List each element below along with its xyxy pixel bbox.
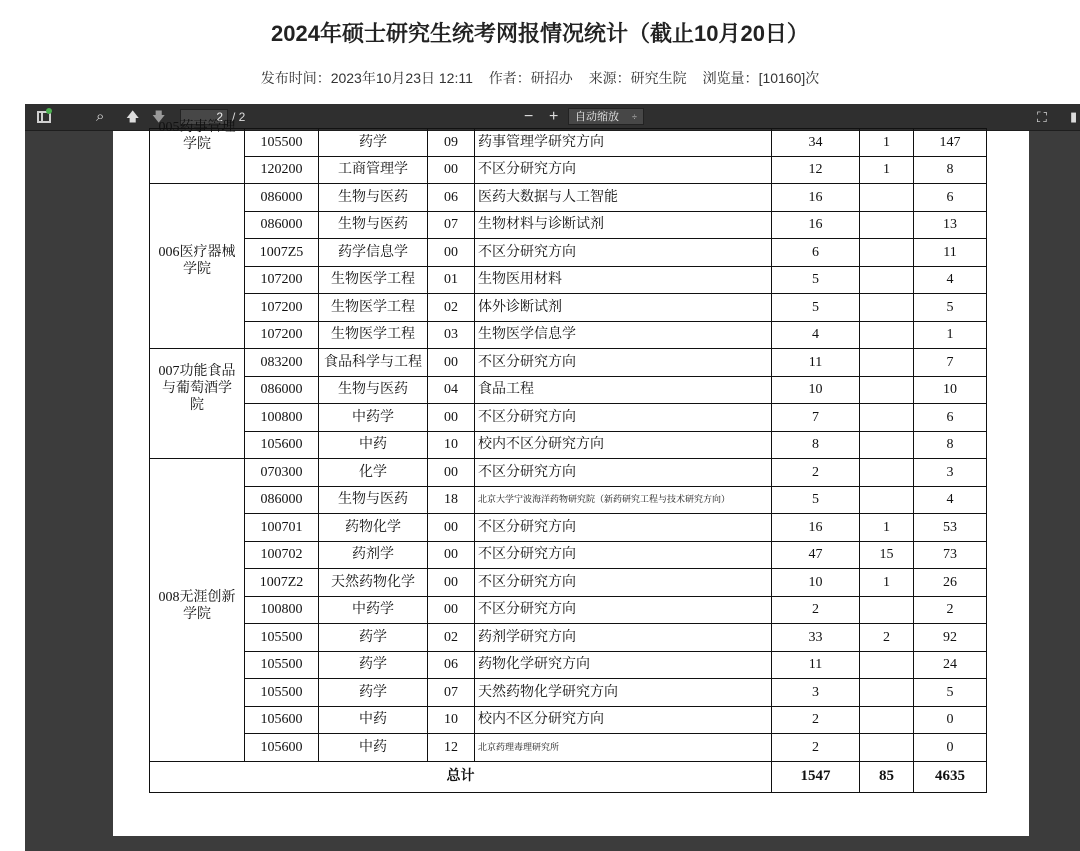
direction-name: 药物化学研究方向 [475, 651, 772, 679]
count-c: 147 [914, 129, 987, 157]
direction-code: 06 [428, 651, 475, 679]
table-row [150, 156, 987, 184]
direction-code: 00 [428, 459, 475, 487]
major-code: 086000 [245, 211, 319, 239]
college-name-line: 008无涯创新 [158, 590, 236, 605]
college-cell [150, 349, 245, 459]
table-row [150, 706, 987, 734]
table-row [150, 129, 987, 157]
count-c: 2 [914, 596, 987, 624]
major-name: 天然药物化学 [319, 569, 428, 597]
college-name-line: 与葡萄酒学 [162, 381, 232, 396]
source: 来源：研究生院 [588, 70, 687, 86]
direction-code: 00 [428, 239, 475, 267]
count-c: 13 [914, 211, 987, 239]
pdf-viewer [25, 104, 1080, 851]
major-name: 生物与医药 [319, 211, 428, 239]
count-b [860, 349, 914, 377]
table-row [150, 321, 987, 349]
major-name: 生物与医药 [319, 376, 428, 404]
count-a: 11 [772, 651, 860, 679]
major-name: 生物与医药 [319, 486, 428, 514]
major-code: 105600 [245, 706, 319, 734]
count-b [860, 679, 914, 707]
count-a: 11 [772, 349, 860, 377]
count-b: 1 [860, 569, 914, 597]
major-name: 生物医学工程 [319, 321, 428, 349]
direction-name: 药事管理学研究方向 [475, 129, 772, 157]
college-name-line: 005药事管理 [158, 120, 236, 135]
table-row [150, 349, 987, 377]
direction-name: 不区分研究方向 [475, 156, 772, 184]
major-name: 食品科学与工程 [319, 349, 428, 377]
count-a: 2 [772, 734, 860, 762]
count-a: 16 [772, 514, 860, 542]
major-code: 107200 [245, 266, 319, 294]
college-name-line: 院 [190, 398, 204, 413]
page-title: 2024年硕士研究生统考网报情况统计（截止10月20日） [271, 21, 809, 46]
direction-code: 00 [428, 569, 475, 597]
view-count: 浏览量：[10160]次 [702, 70, 820, 86]
count-c: 73 [914, 541, 987, 569]
table-row [150, 431, 987, 459]
direction-name: 生物材料与诊断试剂 [475, 211, 772, 239]
total-a: 1547 [772, 761, 860, 792]
table-row [150, 679, 987, 707]
count-c: 4 [914, 266, 987, 294]
direction-name: 体外诊断试剂 [475, 294, 772, 322]
major-name: 药学 [319, 129, 428, 157]
table-row [150, 211, 987, 239]
direction-name: 校内不区分研究方向 [475, 706, 772, 734]
count-c: 4 [914, 486, 987, 514]
major-code: 105500 [245, 129, 319, 157]
major-name: 中药 [319, 431, 428, 459]
direction-name: 北京药理毒理研究所 [475, 734, 772, 762]
count-a: 16 [772, 211, 860, 239]
pdf-page [113, 120, 1029, 836]
major-code: 070300 [245, 459, 319, 487]
direction-name: 医药大数据与人工智能 [475, 184, 772, 212]
major-code: 107200 [245, 321, 319, 349]
major-name: 中药学 [319, 404, 428, 432]
count-b: 2 [860, 624, 914, 652]
major-name: 中药 [319, 734, 428, 762]
major-name: 中药 [319, 706, 428, 734]
major-code: 086000 [245, 184, 319, 212]
search-icon[interactable]: ⌕ [96, 108, 105, 125]
college-name-line: 学院 [183, 137, 211, 152]
count-c: 8 [914, 431, 987, 459]
direction-name: 不区分研究方向 [475, 349, 772, 377]
major-name: 生物医学工程 [319, 294, 428, 322]
count-b [860, 431, 914, 459]
count-b [860, 706, 914, 734]
total-row [150, 761, 987, 792]
table-row [150, 486, 987, 514]
table-row [150, 294, 987, 322]
count-c: 53 [914, 514, 987, 542]
direction-name: 不区分研究方向 [475, 459, 772, 487]
count-c: 92 [914, 624, 987, 652]
major-code: 100701 [245, 514, 319, 542]
major-name: 工商管理学 [319, 156, 428, 184]
direction-code: 09 [428, 129, 475, 157]
direction-name: 生物医学信息学 [475, 321, 772, 349]
count-c: 26 [914, 569, 987, 597]
total-b: 85 [860, 761, 914, 792]
count-a: 10 [772, 569, 860, 597]
major-name: 药学信息学 [319, 239, 428, 267]
total-label: 总计 [150, 761, 772, 792]
direction-name: 不区分研究方向 [475, 514, 772, 542]
major-code: 086000 [245, 486, 319, 514]
direction-code: 02 [428, 294, 475, 322]
college-name-line: 007功能食品 [158, 364, 236, 379]
major-code: 105600 [245, 734, 319, 762]
direction-code: 18 [428, 486, 475, 514]
table-row [150, 514, 987, 542]
college-cell [150, 184, 245, 349]
major-name: 药学 [319, 679, 428, 707]
viewer-background [1029, 131, 1080, 836]
major-code: 105500 [245, 679, 319, 707]
count-b [860, 239, 914, 267]
count-a: 4 [772, 321, 860, 349]
total-c: 4635 [914, 761, 987, 792]
fullscreen-icon[interactable]: ⛶ [1037, 109, 1047, 125]
direction-code: 07 [428, 211, 475, 239]
zoom-value: 自动缩放 [575, 111, 619, 123]
notification-dot [46, 108, 52, 114]
count-c: 24 [914, 651, 987, 679]
direction-code: 00 [428, 349, 475, 377]
direction-code: 00 [428, 596, 475, 624]
count-a: 2 [772, 596, 860, 624]
college-name-line: 006医疗器械 [158, 245, 236, 260]
count-c: 5 [914, 679, 987, 707]
count-c: 6 [914, 404, 987, 432]
count-a: 5 [772, 266, 860, 294]
count-a: 7 [772, 404, 860, 432]
count-a: 2 [772, 706, 860, 734]
count-a: 3 [772, 679, 860, 707]
direction-code: 00 [428, 514, 475, 542]
major-code: 100702 [245, 541, 319, 569]
direction-name: 不区分研究方向 [475, 239, 772, 267]
major-code: 1007Z2 [245, 569, 319, 597]
direction-code: 12 [428, 734, 475, 762]
count-b [860, 459, 914, 487]
major-name: 药学 [319, 624, 428, 652]
direction-name: 不区分研究方向 [475, 541, 772, 569]
zoom-in-button[interactable]: + [549, 108, 559, 125]
count-a: 2 [772, 459, 860, 487]
direction-code: 06 [428, 184, 475, 212]
count-a: 33 [772, 624, 860, 652]
count-b [860, 266, 914, 294]
table-row [150, 624, 987, 652]
count-b: 15 [860, 541, 914, 569]
count-c: 0 [914, 706, 987, 734]
count-a: 10 [772, 376, 860, 404]
direction-name: 北京大学宁波海洋药物研究院（新药研究工程与技术研究方向） [475, 486, 772, 514]
major-code: 100800 [245, 596, 319, 624]
direction-code: 10 [428, 431, 475, 459]
major-name: 药物化学 [319, 514, 428, 542]
direction-name: 天然药物化学研究方向 [475, 679, 772, 707]
direction-name: 不区分研究方向 [475, 404, 772, 432]
direction-name: 不区分研究方向 [475, 569, 772, 597]
count-b: 1 [860, 129, 914, 157]
count-a: 47 [772, 541, 860, 569]
count-c: 10 [914, 376, 987, 404]
direction-code: 03 [428, 321, 475, 349]
major-code: 086000 [245, 376, 319, 404]
table-row [150, 734, 987, 762]
count-c: 1 [914, 321, 987, 349]
count-b [860, 486, 914, 514]
direction-code: 00 [428, 404, 475, 432]
count-b [860, 184, 914, 212]
direction-code: 00 [428, 541, 475, 569]
direction-name: 生物医用材料 [475, 266, 772, 294]
table-row [150, 404, 987, 432]
table-row [150, 266, 987, 294]
count-c: 11 [914, 239, 987, 267]
count-b [860, 651, 914, 679]
count-a: 5 [772, 486, 860, 514]
page-total: / 2 [232, 110, 246, 124]
count-c: 6 [914, 184, 987, 212]
chevron-updown-icon: ÷ [632, 112, 637, 122]
major-name: 药学 [319, 651, 428, 679]
count-b: 1 [860, 156, 914, 184]
count-b: 1 [860, 514, 914, 542]
count-b [860, 734, 914, 762]
college-name-line: 学院 [183, 262, 211, 277]
major-code: 1007Z5 [245, 239, 319, 267]
publish-time: 发布时间：2023年10月23日 12:11 [260, 70, 473, 86]
article-meta [0, 68, 1080, 88]
direction-code: 10 [428, 706, 475, 734]
count-b [860, 294, 914, 322]
direction-name: 药剂学研究方向 [475, 624, 772, 652]
author: 作者：研招办 [488, 70, 573, 86]
college-cell [150, 459, 245, 762]
count-b [860, 404, 914, 432]
table-row [150, 569, 987, 597]
direction-code: 07 [428, 679, 475, 707]
table-row [150, 596, 987, 624]
major-code: 083200 [245, 349, 319, 377]
major-code: 107200 [245, 294, 319, 322]
direction-name: 不区分研究方向 [475, 596, 772, 624]
zoom-select[interactable] [568, 108, 644, 125]
count-b [860, 211, 914, 239]
count-a: 5 [772, 294, 860, 322]
count-a: 12 [772, 156, 860, 184]
major-name: 中药学 [319, 596, 428, 624]
previous-page-icon[interactable]: 🡅 [126, 109, 140, 124]
major-code: 100800 [245, 404, 319, 432]
direction-code: 04 [428, 376, 475, 404]
major-code: 105600 [245, 431, 319, 459]
table-row [150, 376, 987, 404]
count-c: 5 [914, 294, 987, 322]
count-a: 8 [772, 431, 860, 459]
next-page-icon[interactable]: 🡇 [152, 109, 166, 124]
table-row [150, 459, 987, 487]
major-name: 化学 [319, 459, 428, 487]
table-row [150, 541, 987, 569]
major-name: 药剂学 [319, 541, 428, 569]
count-a: 6 [772, 239, 860, 267]
count-c: 7 [914, 349, 987, 377]
major-code: 105500 [245, 624, 319, 652]
count-c: 0 [914, 734, 987, 762]
count-b [860, 596, 914, 624]
direction-code: 01 [428, 266, 475, 294]
table-row [150, 239, 987, 267]
direction-code: 02 [428, 624, 475, 652]
zoom-out-button[interactable]: − [524, 108, 534, 125]
count-b [860, 376, 914, 404]
count-b [860, 321, 914, 349]
count-c: 8 [914, 156, 987, 184]
college-name-line: 学院 [183, 607, 211, 622]
direction-name: 校内不区分研究方向 [475, 431, 772, 459]
direction-code: 00 [428, 156, 475, 184]
major-name: 生物医学工程 [319, 266, 428, 294]
table-row [150, 651, 987, 679]
enrollment-table [149, 120, 987, 793]
count-a: 34 [772, 129, 860, 157]
bookmark-icon[interactable]: ▮ [1070, 109, 1078, 124]
major-name: 生物与医药 [319, 184, 428, 212]
count-a: 16 [772, 184, 860, 212]
direction-name: 食品工程 [475, 376, 772, 404]
major-code: 120200 [245, 156, 319, 184]
count-c: 3 [914, 459, 987, 487]
major-code: 105500 [245, 651, 319, 679]
college-cell [150, 120, 245, 184]
table-row [150, 184, 987, 212]
